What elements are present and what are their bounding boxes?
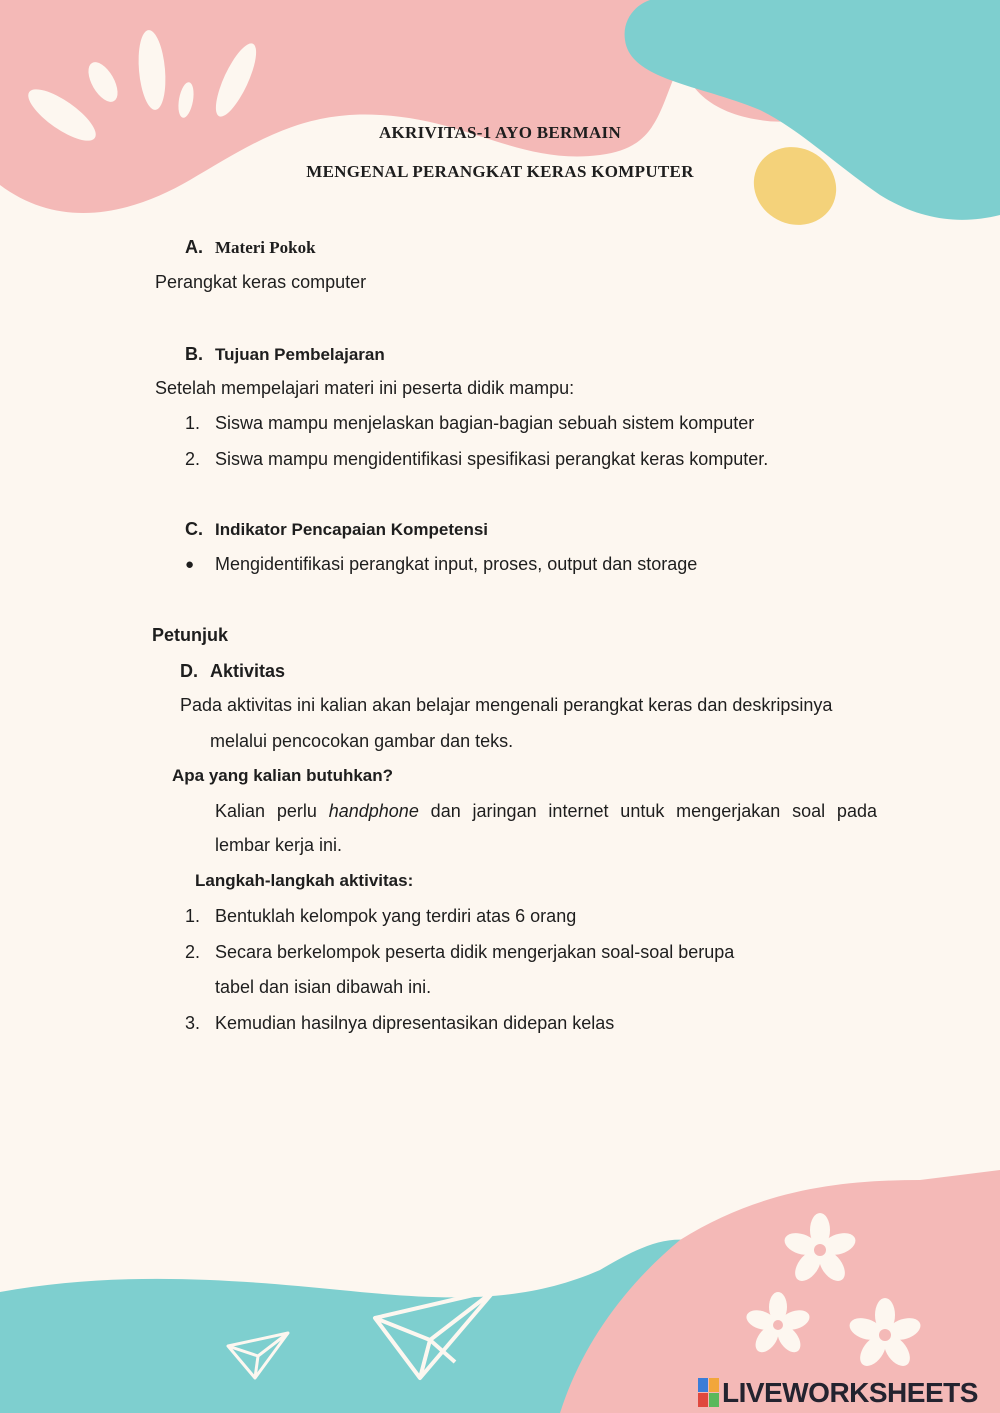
section-d-marker: D. [180, 661, 198, 681]
liveworksheets-text: LIVEWORKSHEETS [722, 1377, 978, 1408]
section-a-heading: Materi Pokok [215, 238, 316, 257]
title-line-2: MENGENAL PERANGKAT KERAS KOMPUTER [306, 162, 694, 181]
section-d-line-2: melalui pencocokan gambar dan teks. [210, 731, 514, 751]
needs-line-1: Kalian perlu handphone dan jaringan internet untuk mengerjakan soal pada [215, 801, 877, 821]
steps-heading: Langkah-langkah aktivitas: [195, 871, 414, 890]
bullet-icon: ● [185, 556, 195, 573]
list-item-continuation: tabel dan isian dibawah ini. [215, 977, 432, 997]
list-item-number: 3. [185, 1013, 201, 1033]
list-item-number: 1. [185, 906, 201, 926]
list-item: Secara berkelompok peserta didik mengerjakan soal-soal berupa [215, 942, 735, 962]
needs-line-2: lembar kerja ini. [215, 835, 343, 855]
section-a-body: Perangkat keras computer [155, 272, 367, 292]
list-item: Siswa mampu menjelaskan bagian-bagian sebuah sistem komputer [215, 413, 755, 433]
section-b-heading: Tujuan Pembelajaran [215, 345, 385, 364]
title-line-1: AKRIVITAS-1 AYO BERMAIN [378, 123, 622, 142]
liveworksheets-watermark [698, 1376, 978, 1410]
list-item: Mengidentifikasi perangkat input, proses, output dan storage [215, 554, 698, 574]
needs-heading: Apa yang kalian butuhkan? [172, 766, 394, 785]
list-item-number: 1. [185, 413, 201, 433]
list-item: Kemudian hasilnya dipresentasikan didepan kelas [215, 1013, 615, 1033]
section-b-marker: B. [185, 344, 203, 364]
list-item-number: 2. [185, 942, 201, 962]
section-c-heading: Indikator Pencapaian Kompetensi [215, 520, 489, 539]
section-d-line-1: Pada aktivitas ini kalian akan belajar mengenali perangkat keras dan deskripsinya [180, 695, 833, 715]
list-item: Bentuklah kelompok yang terdiri atas 6 orang [215, 906, 577, 926]
section-d-heading: Aktivitas [210, 661, 286, 681]
section-a-marker: A. [185, 237, 203, 257]
liveworksheets-logo-icon [698, 1378, 720, 1408]
section-b-intro: Setelah mempelajari materi ini peserta didik mampu: [155, 378, 575, 398]
list-item-number: 2. [185, 449, 201, 469]
list-item: Siswa mampu mengidentifikasi spesifikasi perangkat keras komputer. [215, 449, 769, 469]
section-c-marker: C. [185, 519, 203, 539]
handphone-emphasis: handphone [328, 801, 419, 821]
petunjuk-heading: Petunjuk [152, 625, 229, 645]
